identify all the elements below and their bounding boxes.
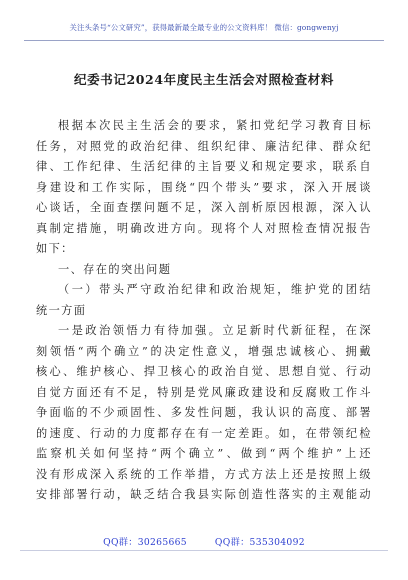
document-body <box>36 116 372 506</box>
section-heading: 一、存在的突出问题 <box>58 262 172 276</box>
footer-divider <box>20 550 388 551</box>
body-line: 身建设和工作实际，围绕“四个带头”要求，深入开展谈 <box>36 180 372 194</box>
body-line: 根据本次民主生活会的要求，紧扣党纪学习教育目标 <box>58 119 372 132</box>
subsection-heading-cont: 统一方面 <box>36 303 87 317</box>
body-line: 监察机关如何坚持“两个确立”、做到“两个维护”上还 <box>36 447 372 460</box>
promo-header: 关注头条号“公文研究”，获得最新最全最专业的公文资料库！ 微信：gongwenyj <box>69 23 339 32</box>
document-title: 纪委书记2024年度民主生活会对照检查材料 <box>74 72 334 87</box>
body-line: 心谈话，全面查摆问题不足，深入剖析原因根源，深入认 <box>36 201 372 214</box>
subsection-heading: （一）带头严守政治纪律和政治规矩，维护党的团结 <box>58 283 372 296</box>
qq-group-footer <box>0 534 408 548</box>
body-line: 真制定措施，明确改进方向。现将个人对照检查情况报告 <box>36 221 372 235</box>
header-divider <box>24 40 384 41</box>
body-line: 如下： <box>36 242 74 255</box>
body-line: 争面临的不少顽固性、多发性问题，我认识的高度、部署 <box>36 406 372 419</box>
qq-group-2: QQ群：535304092 <box>214 537 305 548</box>
body-line: 的速度、行动的力度都存在有一定差距。如，在带领纪检 <box>36 426 372 440</box>
body-line: 任务，对照党的政治纪律、组织纪律、廉洁纪律、群众纪 <box>36 139 372 153</box>
qq-group-1: QQ群：30265665 <box>103 537 187 548</box>
body-line: 核心、维护核心、捍卫核心的政治自觉、思想自觉、行动 <box>36 365 372 378</box>
body-line: 律、工作纪律、生活纪律的主旨要义和规定要求，联系自 <box>36 160 372 173</box>
body-line: 刻领悟“两个确立”的决定性意义，增强忠诚核心、拥戴 <box>36 344 372 358</box>
body-line: 自觉方面还有不足，特别是党风廉政建设和反腐败工作斗 <box>36 385 372 399</box>
body-line: 一是政治领悟力有待加强。立足新时代新征程，在深 <box>58 324 372 337</box>
body-line: 没有形成深入系统的工作举措，方式方法上还是按照上级 <box>36 467 372 481</box>
body-line: 安排部署行动，缺乏结合我县实际创造性落实的主观能动 <box>36 488 372 501</box>
